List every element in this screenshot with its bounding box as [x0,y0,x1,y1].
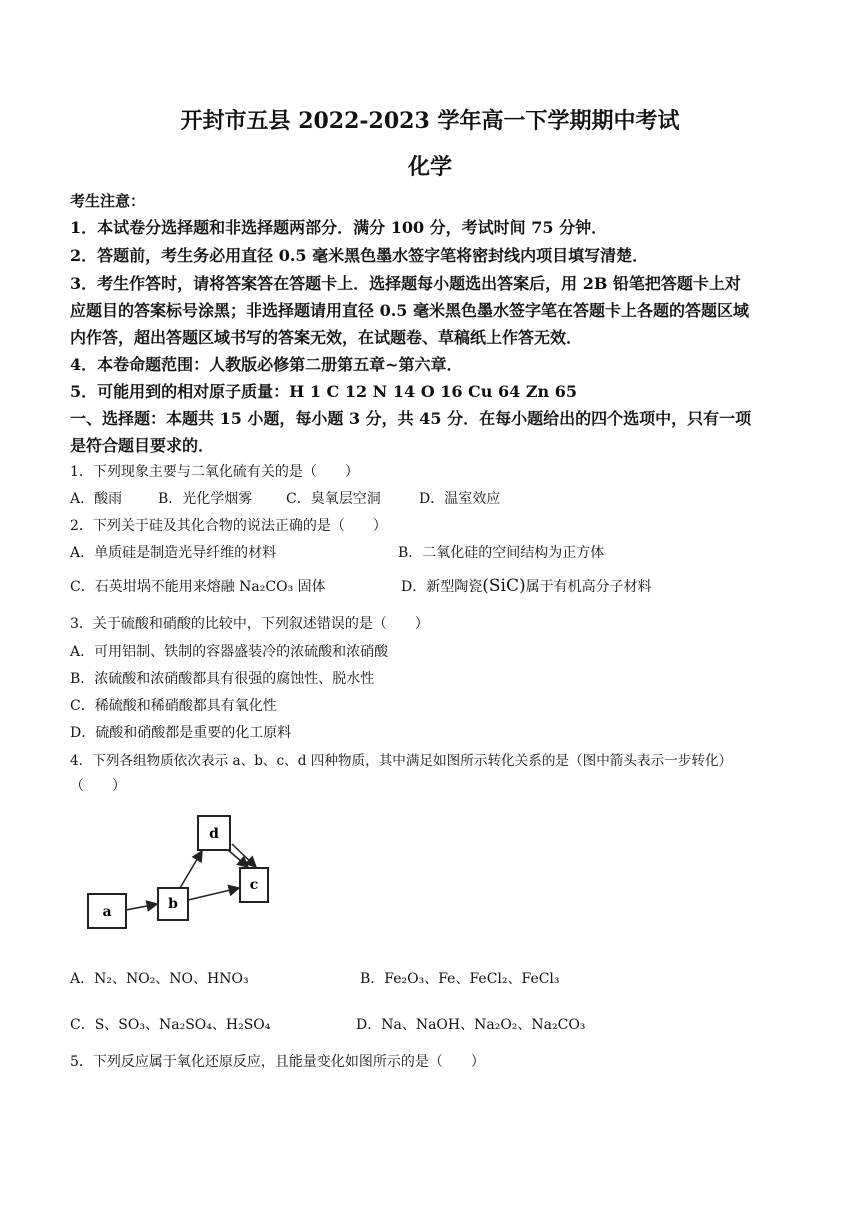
q1-option-a: A．酸雨 [70,491,123,507]
q4-option-d: D．Na、NaOH、Na₂O₂、Na₂CO₃ [356,1017,586,1033]
q3-option-b: B．浓硫酸和浓硝酸都具有很强的腐蚀性、脱水性 [70,671,375,687]
q1-option-b: B．光化学烟雾 [158,491,253,507]
q2-option-c [70,576,326,596]
question-4-stem: 4．下列各组物质依次表示 a、b、c、d 四种物质，其中满足如图所示转化关系的是（图中箭头表示一步转化） [70,753,733,769]
label-d: d [209,826,219,842]
arrow-b-d [180,851,202,888]
arrow-a-b [126,904,157,910]
q2-option-d-text: D．新型陶瓷 [401,579,483,595]
q1-option-d: D．温室效应 [419,491,501,507]
section-heading-cont: 是符合题目要求的． [70,436,215,455]
q3-option-a: A．可用铝制、铁制的容器盛装冷的浓硫酸和浓硝酸 [70,644,389,660]
exam-title: 开封市五县 2022-2023 学年高一下学期期中考试 [180,108,680,134]
q2-option-c-text: C．石英坩埚不能用来熔融 [70,579,240,595]
notice-heading: 考生注意： [70,192,146,210]
notice-item: 4．本卷命题范围：人教版必修第二册第五章~第六章． [70,355,463,374]
arrow-b-c [188,888,239,900]
q2-option-c-formula: Na₂CO₃ [239,579,294,595]
q4-option-c: C．S、SO₃、Na₂SO₄、H₂SO₄ [70,1017,271,1033]
q2-option-b: B．二氧化硅的空间结构为正方体 [398,545,605,561]
label-c: c [249,877,259,893]
label-b: b [168,896,178,912]
question-1-stem: 1．下列现象主要与二氧化硫有关的是（ ） [70,464,359,480]
question-2-stem: 2．下列关于硅及其化合物的说法正确的是（ ） [70,518,387,534]
notice-item: 内作答，超出答题区域书写的答案无效，在试题卷、草稿纸上作答无效． [70,328,583,347]
q1-option-c: C．臭氧层空洞 [286,491,381,507]
question-5-stem: 5．下列反应属于氧化还原反应，且能量变化如图所示的是（ ） [70,1054,485,1070]
q3-option-d: D．硫酸和硝酸都是重要的化工原料 [70,725,292,741]
section-heading: 一、选择题：本题共 15 小题，每小题 3 分，共 45 分．在每小题给出的四个选项中，只有一项 [70,409,752,428]
q2-option-d [401,576,652,596]
q2-option-a: A．单质硅是制造光导纤维的材料 [70,545,277,561]
notice-item: 1．本试卷分选择题和非选择题两部分．满分 100 分，考试时间 75 分钟． [70,218,608,237]
notice-item: 2．答题前，考生务必用直径 0.5 毫米黑色墨水签字笔将密封线内项目填写清楚． [70,246,649,265]
q2-option-d-tail: 属于有机高分子材料 [525,579,652,595]
question-4-blank: （ ） [70,778,126,794]
label-a: a [102,904,112,920]
arrow-d-c [228,850,248,867]
q2-option-c-tail: 固体 [293,579,326,595]
notice-item: 5．可能用到的相对原子质量：H 1 C 12 N 14 O 16 Cu 64 Zn 65 [70,382,577,401]
notice-item: 3．考生作答时，请将答案答在答题卡上．选择题每小题选出答案后，用 2B 铅笔把答题卡上对 [70,274,741,293]
transformation-diagram [80,808,280,938]
q4-option-a: A．N₂、NO₂、NO、HNO₃ [70,971,249,987]
q2-option-d-formula: (SiC) [482,576,526,596]
q3-option-c: C．稀硫酸和稀硝酸都具有氧化性 [70,698,277,714]
question-3-stem: 3．关于硫酸和硝酸的比较中，下列叙述错误的是（ ） [70,616,429,632]
subject-title: 化学 [407,154,452,180]
notice-item: 应题目的答案标号涂黑；非选择题请用直径 0.5 毫米黑色墨水签字笔在答题卡上各题的答题区域 [70,301,749,320]
q4-option-b: B．Fe₂O₃、Fe、FeCl₂、FeCl₃ [360,971,560,987]
